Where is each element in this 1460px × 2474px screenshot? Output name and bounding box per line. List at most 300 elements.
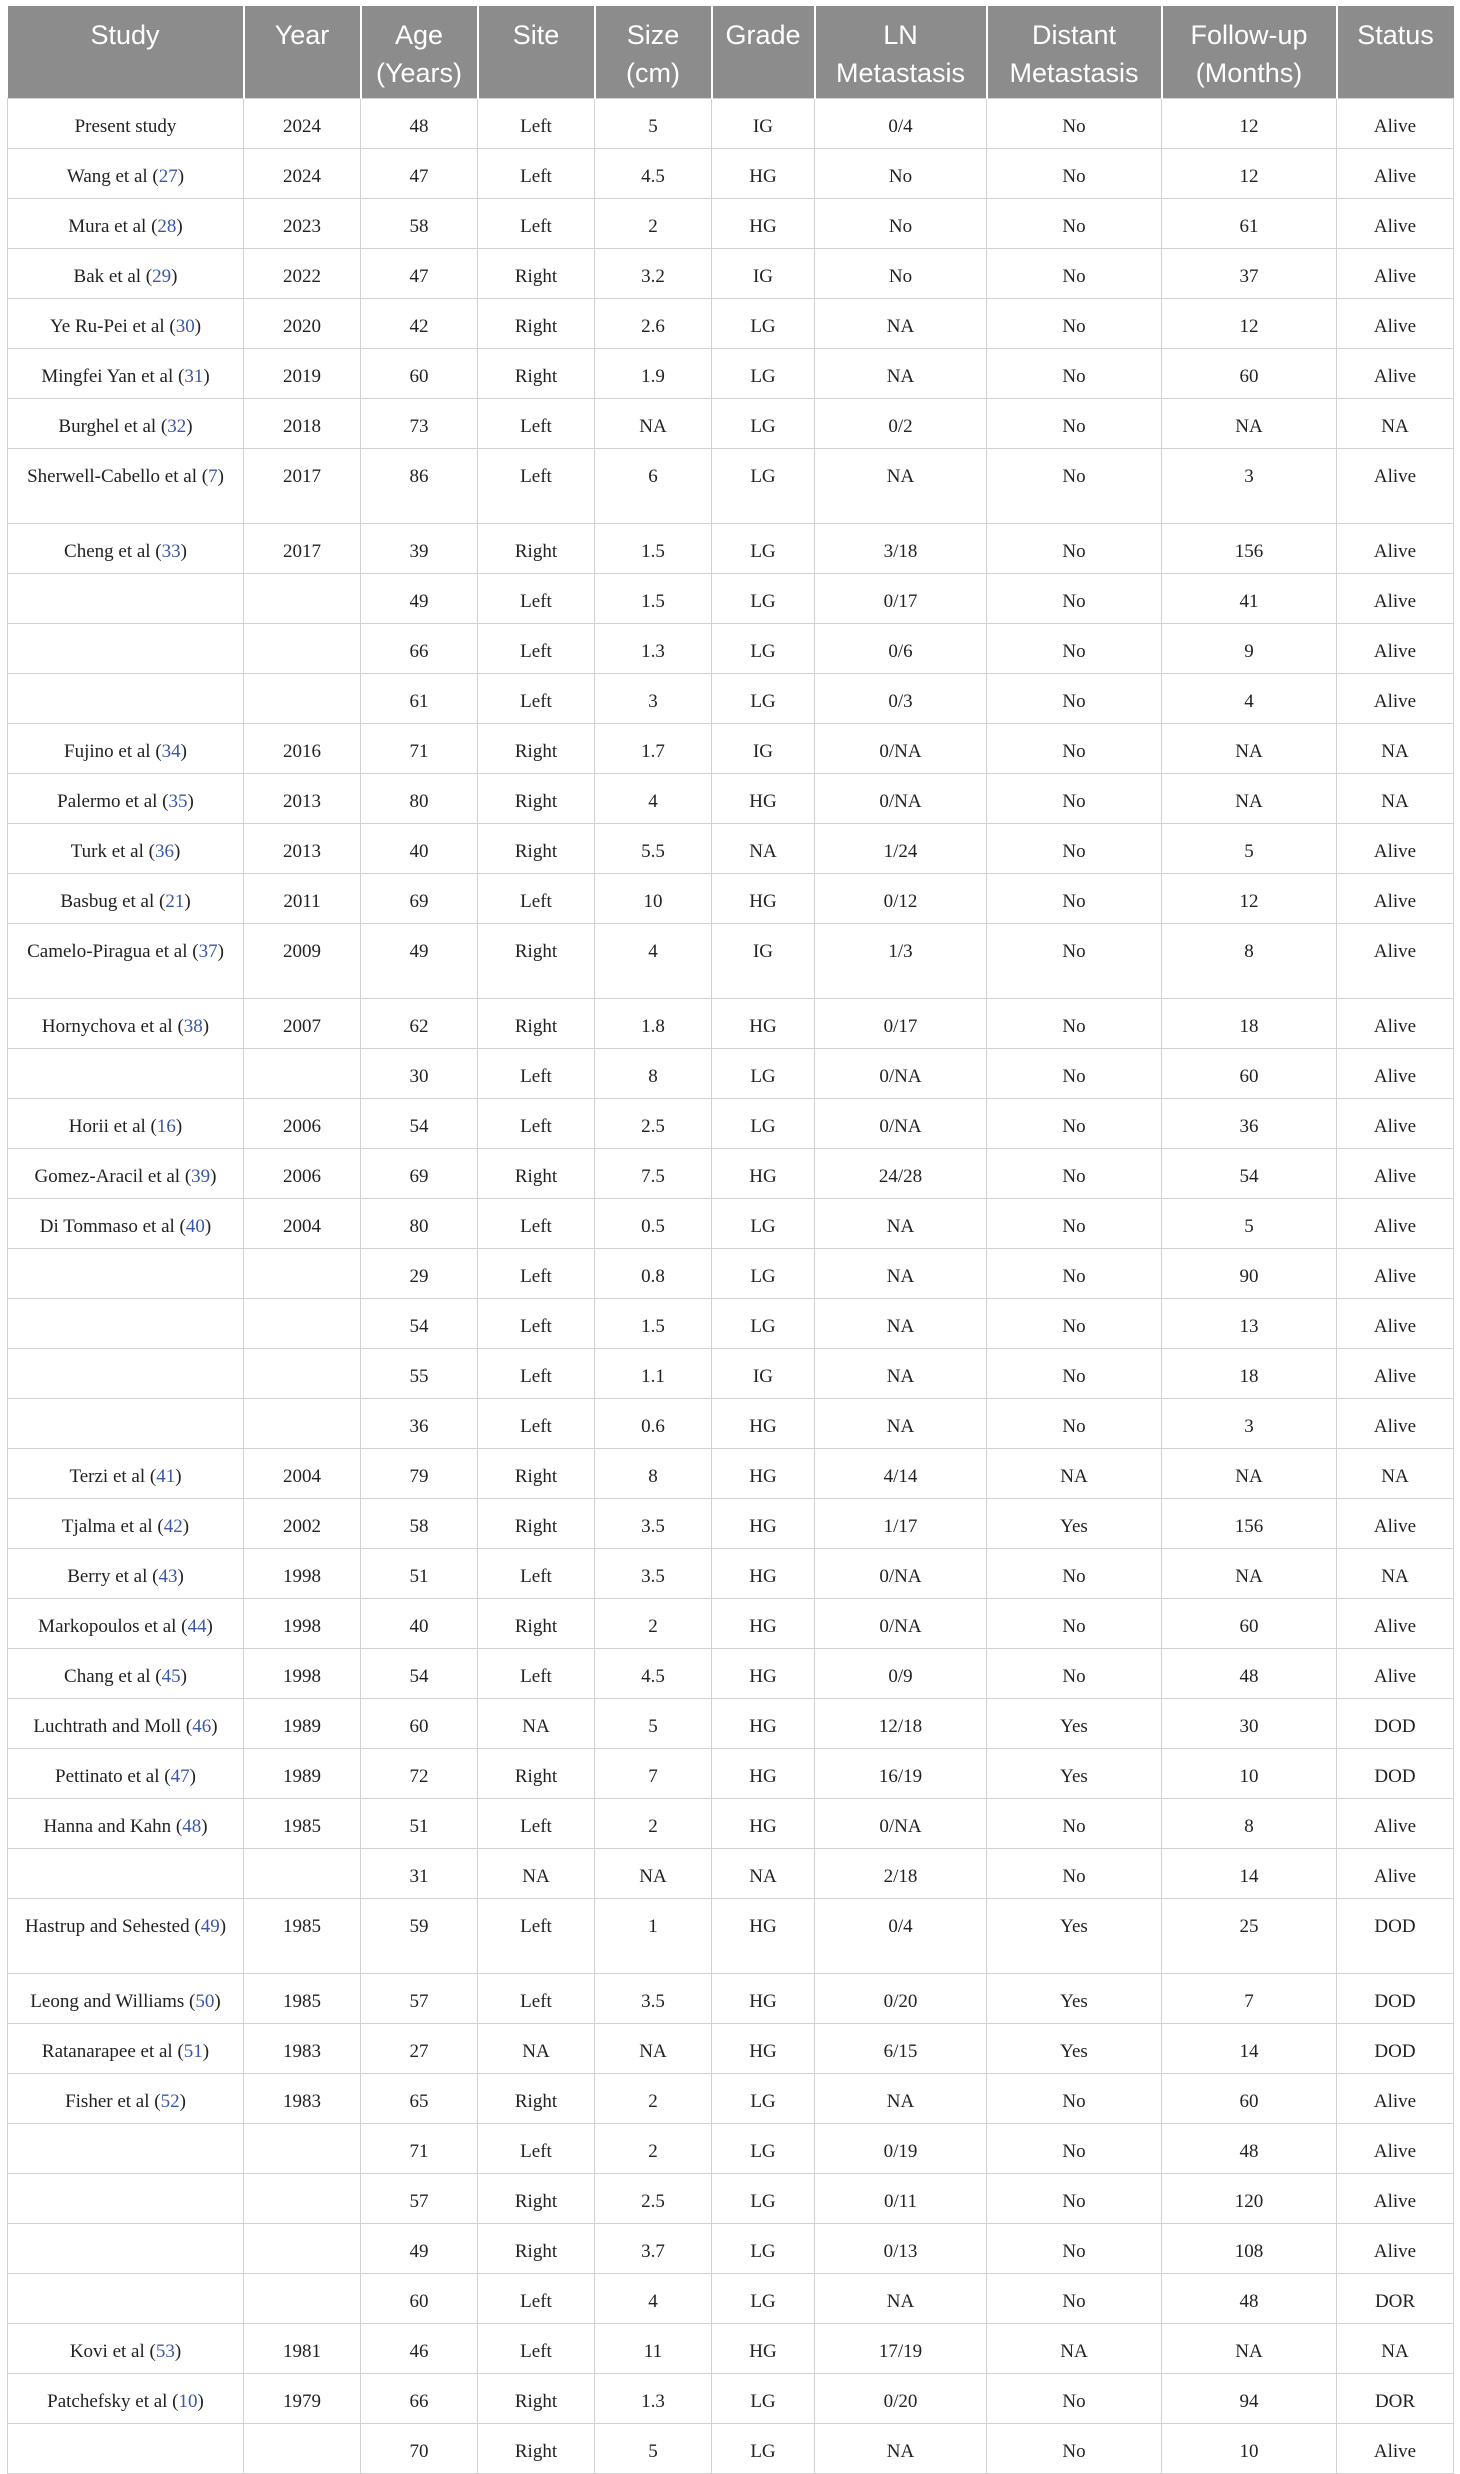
study-name: Horii et al (	[68, 1116, 157, 1137]
cell-distant: No	[987, 724, 1162, 774]
study-name: Hastrup and Sehested (	[24, 1916, 201, 1937]
cell-grade: LG	[712, 1099, 815, 1149]
cell-grade: HG	[712, 1749, 815, 1799]
cell-ln: No	[815, 199, 987, 249]
cell-study	[8, 1849, 244, 1899]
cell-ln: 0/13	[815, 2224, 987, 2274]
cell-grade: HG	[712, 149, 815, 199]
cell-distant: No	[987, 574, 1162, 624]
cell-size: 1.3	[595, 624, 712, 674]
column-header-sublabel: (Months)	[1195, 58, 1303, 88]
cell-ln: NA	[815, 299, 987, 349]
cell-status: Alive	[1337, 924, 1454, 999]
cell-year: 1979	[244, 2374, 361, 2424]
cell-age: 57	[361, 2174, 478, 2224]
cell-grade: LG	[712, 1249, 815, 1299]
cell-study	[8, 99, 244, 149]
cell-grade: LG	[712, 674, 815, 724]
cell-size: 8	[595, 1049, 712, 1099]
reference-link[interactable]: 53	[155, 2341, 175, 2362]
cell-site: Right	[478, 1449, 595, 1499]
reference-link[interactable]: 41	[156, 1466, 176, 1487]
table-row	[8, 1649, 1454, 1699]
reference-link[interactable]: 43	[158, 1566, 178, 1587]
table-row	[8, 2324, 1454, 2374]
cell-study	[8, 1399, 244, 1449]
cell-year: 1998	[244, 1549, 361, 1599]
cell-status: Alive	[1337, 2124, 1454, 2174]
cell-study: Fujino et al (34)	[8, 724, 244, 774]
cell-site: Left	[478, 1299, 595, 1349]
study-name: Pettinato et al (	[55, 1766, 171, 1787]
cell-grade: HG	[712, 1799, 815, 1849]
column-header-ln-metastasis	[815, 6, 987, 99]
table-row	[8, 874, 1454, 924]
reference-link[interactable]: 39	[191, 1166, 211, 1187]
cell-year: 2024	[244, 149, 361, 199]
cell-status: Alive	[1337, 1849, 1454, 1899]
reference-link[interactable]: 31	[184, 366, 204, 387]
cell-site: Right	[478, 924, 595, 999]
reference-link[interactable]: 48	[182, 1816, 202, 1837]
cell-year	[244, 2174, 361, 2224]
cell-status: Alive	[1337, 2224, 1454, 2274]
table-row	[8, 149, 1454, 199]
cell-size: 1.8	[595, 999, 712, 1049]
cell-site: Right	[478, 724, 595, 774]
cell-size: 2.6	[595, 299, 712, 349]
cell-site: Right	[478, 999, 595, 1049]
cell-status: NA	[1337, 2324, 1454, 2374]
reference-link[interactable]: 16	[156, 1116, 176, 1137]
reference-link[interactable]: 45	[161, 1666, 181, 1687]
cell-followup: 60	[1162, 2074, 1337, 2124]
cell-year: 2011	[244, 874, 361, 924]
cell-followup: 36	[1162, 1099, 1337, 1149]
cell-status: Alive	[1337, 349, 1454, 399]
cell-followup: 94	[1162, 2374, 1337, 2424]
cell-grade: HG	[712, 199, 815, 249]
cell-site: Right	[478, 524, 595, 574]
cell-ln: 6/15	[815, 2024, 987, 2074]
cell-distant: No	[987, 999, 1162, 1049]
cell-ln: NA	[815, 1399, 987, 1449]
reference-link[interactable]: 10	[178, 2391, 198, 2412]
table-row	[8, 1899, 1454, 1974]
reference-link[interactable]: 40	[185, 1216, 205, 1237]
cell-site: Right	[478, 349, 595, 399]
cell-grade: HG	[712, 1649, 815, 1699]
study-name: Terzi et al (	[69, 1466, 157, 1487]
cell-year	[244, 1049, 361, 1099]
table-row	[8, 1699, 1454, 1749]
table-row	[8, 99, 1454, 149]
cell-distant: No	[987, 2274, 1162, 2324]
cell-size: 11	[595, 2324, 712, 2374]
cell-grade: LG	[712, 449, 815, 524]
reference-link[interactable]: 29	[152, 266, 172, 287]
cell-ln: 17/19	[815, 2324, 987, 2374]
cell-status: Alive	[1337, 99, 1454, 149]
cell-followup: 10	[1162, 1749, 1337, 1799]
cell-year: 1985	[244, 1974, 361, 2024]
cell-status: Alive	[1337, 2424, 1454, 2474]
table-row	[8, 1849, 1454, 1899]
cell-grade: HG	[712, 2324, 815, 2374]
cell-size: 0.6	[595, 1399, 712, 1449]
study-name: Mura et al (	[68, 216, 158, 237]
cell-followup: 14	[1162, 1849, 1337, 1899]
cell-followup: 48	[1162, 1649, 1337, 1699]
cell-ln: NA	[815, 449, 987, 524]
table-row	[8, 1599, 1454, 1649]
cell-status: Alive	[1337, 824, 1454, 874]
cell-followup: 10	[1162, 2424, 1337, 2474]
cell-grade: LG	[712, 1199, 815, 1249]
cell-site: Right	[478, 2424, 595, 2474]
cell-study	[8, 674, 244, 724]
cell-year: 2009	[244, 924, 361, 999]
cell-followup: NA	[1162, 2324, 1337, 2374]
cell-age: 70	[361, 2424, 478, 2474]
cell-grade: LG	[712, 524, 815, 574]
column-header-age	[361, 6, 478, 99]
table-row	[8, 399, 1454, 449]
study-name: Fisher et al (	[65, 2091, 161, 2112]
cell-size: NA	[595, 2024, 712, 2074]
column-header-label: Size	[626, 20, 680, 50]
reference-link[interactable]: 50	[195, 1991, 215, 2012]
reference-link[interactable]: 35	[168, 791, 188, 812]
cell-age: 58	[361, 199, 478, 249]
cell-site: Left	[478, 99, 595, 149]
cell-distant: Yes	[987, 1699, 1162, 1749]
cell-age: 60	[361, 1699, 478, 1749]
reference-link[interactable]: 36	[154, 841, 174, 862]
cell-size: 4	[595, 774, 712, 824]
cell-size: 0.8	[595, 1249, 712, 1299]
study-name: Ratanarapee et al (	[41, 2041, 184, 2062]
cell-site: NA	[478, 1699, 595, 1749]
cell-status: Alive	[1337, 249, 1454, 299]
cell-status: NA	[1337, 774, 1454, 824]
cell-age: 80	[361, 1199, 478, 1249]
cell-grade: LG	[712, 2224, 815, 2274]
cell-size: 7	[595, 1749, 712, 1799]
column-header-grade	[712, 6, 815, 99]
cell-study	[8, 2224, 244, 2274]
cell-age: 27	[361, 2024, 478, 2074]
reference-link[interactable]: 32	[167, 416, 187, 437]
cell-ln: NA	[815, 349, 987, 399]
cell-study: Wang et al (27)	[8, 149, 244, 199]
column-header-label: Year	[274, 20, 330, 50]
column-header-sublabel: Metastasis	[835, 58, 966, 88]
cell-followup: 37	[1162, 249, 1337, 299]
column-header-year	[244, 6, 361, 99]
cell-site: Left	[478, 1549, 595, 1599]
cell-distant: Yes	[987, 1499, 1162, 1549]
column-header-sublabel: (cm)	[626, 58, 680, 88]
cell-year: 1983	[244, 2074, 361, 2124]
cell-study: Camelo-Piragua et al (37)	[8, 924, 244, 999]
cell-ln: 0/20	[815, 2374, 987, 2424]
cell-grade: IG	[712, 1349, 815, 1399]
table-row	[8, 999, 1454, 1049]
cell-distant: No	[987, 2424, 1162, 2474]
cell-site: Left	[478, 674, 595, 724]
cell-ln: NA	[815, 2074, 987, 2124]
cell-study: Berry et al (43)	[8, 1549, 244, 1599]
table-row	[8, 1549, 1454, 1599]
cell-ln: 0/NA	[815, 1599, 987, 1649]
cell-age: 46	[361, 2324, 478, 2374]
cell-year	[244, 1249, 361, 1299]
cell-site: Left	[478, 1349, 595, 1399]
study-name: Palermo et al (	[57, 791, 169, 812]
cell-year: 2016	[244, 724, 361, 774]
cell-size: 1	[595, 1899, 712, 1974]
cell-ln: 0/11	[815, 2174, 987, 2224]
cell-year	[244, 624, 361, 674]
cell-status: Alive	[1337, 199, 1454, 249]
cell-size: 3.5	[595, 1974, 712, 2024]
cell-year	[244, 2124, 361, 2174]
cell-followup: 13	[1162, 1299, 1337, 1349]
cell-age: 61	[361, 674, 478, 724]
cell-age: 31	[361, 1849, 478, 1899]
cell-ln: 2/18	[815, 1849, 987, 1899]
cell-year: 1983	[244, 2024, 361, 2074]
cell-grade: HG	[712, 1449, 815, 1499]
cell-study	[8, 2424, 244, 2474]
cell-age: 71	[361, 2124, 478, 2174]
column-header-label: Follow-up	[1190, 20, 1308, 50]
reference-link[interactable]: 30	[175, 316, 195, 337]
study-name: Chang et al (	[64, 1666, 162, 1687]
cell-ln: 0/19	[815, 2124, 987, 2174]
reference-link[interactable]: 34	[161, 741, 181, 762]
cell-grade: IG	[712, 249, 815, 299]
cell-distant: Yes	[987, 1749, 1162, 1799]
table-header	[8, 6, 1454, 99]
table-row	[8, 349, 1454, 399]
cell-grade: HG	[712, 1974, 815, 2024]
cell-distant: No	[987, 1249, 1162, 1299]
cell-status: Alive	[1337, 874, 1454, 924]
column-header-sublabel: Metastasis	[1009, 58, 1139, 88]
column-header-site	[478, 6, 595, 99]
study-name: Turk et al (	[70, 841, 155, 862]
cell-status: Alive	[1337, 1249, 1454, 1299]
cell-ln: NA	[815, 2274, 987, 2324]
reference-link[interactable]: 46	[192, 1716, 212, 1737]
cell-followup: 12	[1162, 874, 1337, 924]
cell-ln: 0/3	[815, 674, 987, 724]
cell-ln: 0/12	[815, 874, 987, 924]
cell-followup: 90	[1162, 1249, 1337, 1299]
study-name: Kovi et al (	[69, 2341, 156, 2362]
cell-age: 79	[361, 1449, 478, 1499]
cell-followup: NA	[1162, 1449, 1337, 1499]
cell-distant: Yes	[987, 1974, 1162, 2024]
cell-age: 66	[361, 624, 478, 674]
cell-site: Left	[478, 1649, 595, 1699]
cell-age: 66	[361, 2374, 478, 2424]
table-row	[8, 1749, 1454, 1799]
cell-year: 2004	[244, 1449, 361, 1499]
cell-distant: No	[987, 874, 1162, 924]
reference-link[interactable]: 37	[198, 941, 218, 962]
column-header-label: LN	[883, 20, 918, 50]
cell-status: DOD	[1337, 1749, 1454, 1799]
cell-followup: 60	[1162, 1049, 1337, 1099]
cell-study: Patchefsky et al (10)	[8, 2374, 244, 2424]
cell-ln: 0/NA	[815, 1799, 987, 1849]
cell-year	[244, 674, 361, 724]
cell-followup: 18	[1162, 999, 1337, 1049]
cell-grade: HG	[712, 1599, 815, 1649]
reference-link[interactable]: 51	[183, 2041, 203, 2062]
cell-grade: HG	[712, 1499, 815, 1549]
column-header-sublabel: (Years)	[375, 58, 463, 88]
reference-link[interactable]: 21	[165, 891, 185, 912]
cell-study: Hornychova et al (38)	[8, 999, 244, 1049]
cell-size: 4	[595, 2274, 712, 2324]
reference-link[interactable]: 33	[161, 541, 181, 562]
cell-year	[244, 1849, 361, 1899]
reference-link[interactable]: 49	[200, 1916, 220, 1937]
cell-study: Mura et al (28)	[8, 199, 244, 249]
cell-followup: 25	[1162, 1899, 1337, 1974]
cell-study: Bak et al (29)	[8, 249, 244, 299]
cell-followup: 41	[1162, 574, 1337, 624]
cell-year	[244, 1349, 361, 1399]
cell-status: Alive	[1337, 2174, 1454, 2224]
cell-ln: 1/17	[815, 1499, 987, 1549]
cell-size: 10	[595, 874, 712, 924]
cell-age: 69	[361, 874, 478, 924]
cell-study: Horii et al (16)	[8, 1099, 244, 1149]
reference-link[interactable]: 44	[187, 1616, 207, 1637]
cell-size: 4	[595, 924, 712, 999]
cell-study	[8, 2274, 244, 2324]
cell-size: 2	[595, 199, 712, 249]
study-name: Cheng et al (	[64, 541, 162, 562]
cell-ln: 0/NA	[815, 774, 987, 824]
cell-distant: No	[987, 2124, 1162, 2174]
cell-grade: LG	[712, 2424, 815, 2474]
reference-link[interactable]: 42	[163, 1516, 183, 1537]
reference-link[interactable]: 27	[158, 166, 178, 187]
table-row	[8, 1249, 1454, 1299]
cell-status: Alive	[1337, 1399, 1454, 1449]
cell-distant: NA	[987, 1449, 1162, 1499]
cell-year	[244, 2274, 361, 2324]
cell-site: Left	[478, 1899, 595, 1974]
cell-distant: No	[987, 1099, 1162, 1149]
cell-status: DOR	[1337, 2274, 1454, 2324]
cell-ln: 12/18	[815, 1699, 987, 1749]
reference-link[interactable]: 7	[208, 466, 218, 487]
cell-distant: No	[987, 399, 1162, 449]
cell-study	[8, 2174, 244, 2224]
cell-ln: 0/4	[815, 1899, 987, 1974]
cell-size: 2	[595, 1599, 712, 1649]
cell-followup: 12	[1162, 299, 1337, 349]
study-name: Burghel et al (	[58, 416, 168, 437]
cell-distant: No	[987, 249, 1162, 299]
cell-age: 47	[361, 149, 478, 199]
study-name: Basbug et al (	[60, 891, 166, 912]
cell-distant: No	[987, 1549, 1162, 1599]
cell-year: 1985	[244, 1799, 361, 1849]
reference-link[interactable]: 28	[157, 216, 177, 237]
cell-grade: HG	[712, 774, 815, 824]
cell-distant: No	[987, 1799, 1162, 1849]
cell-ln: 0/2	[815, 399, 987, 449]
cell-ln: NA	[815, 1349, 987, 1399]
cell-followup: 156	[1162, 524, 1337, 574]
cell-ln: No	[815, 149, 987, 199]
cell-year: 2004	[244, 1199, 361, 1249]
cell-distant: NA	[987, 2324, 1162, 2374]
cell-year: 2006	[244, 1099, 361, 1149]
cell-followup: 18	[1162, 1349, 1337, 1399]
cell-year: 2013	[244, 774, 361, 824]
cell-study: Palermo et al (35)	[8, 774, 244, 824]
cell-age: 51	[361, 1549, 478, 1599]
cell-ln: NA	[815, 2424, 987, 2474]
cell-size: 1.5	[595, 574, 712, 624]
table-row	[8, 524, 1454, 574]
table-row	[8, 1099, 1454, 1149]
study-name: Sherwell-Cabello et al (	[27, 466, 209, 487]
cell-ln: 0/6	[815, 624, 987, 674]
reference-link[interactable]: 38	[183, 1016, 203, 1037]
table-row	[8, 2374, 1454, 2424]
cell-followup: 108	[1162, 2224, 1337, 2274]
cell-age: 72	[361, 1749, 478, 1799]
cell-grade: LG	[712, 2174, 815, 2224]
cell-followup: 5	[1162, 1199, 1337, 1249]
cell-year: 2018	[244, 399, 361, 449]
cell-age: 59	[361, 1899, 478, 1974]
cell-status: Alive	[1337, 1499, 1454, 1549]
cell-study: Ye Ru-Pei et al (30)	[8, 299, 244, 349]
cell-study: Chang et al (45)	[8, 1649, 244, 1699]
cell-site: Left	[478, 624, 595, 674]
cell-study: Cheng et al (33)	[8, 524, 244, 574]
cell-status: Alive	[1337, 299, 1454, 349]
cell-year: 2007	[244, 999, 361, 1049]
table-row	[8, 2174, 1454, 2224]
cell-distant: No	[987, 624, 1162, 674]
cell-distant: No	[987, 149, 1162, 199]
study-name: Berry et al (	[67, 1566, 159, 1587]
study-name: Di Tommaso et al (	[39, 1216, 186, 1237]
cell-study: Basbug et al (21)	[8, 874, 244, 924]
study-name: Leong and Williams (	[30, 1991, 196, 2012]
cell-age: 55	[361, 1349, 478, 1399]
reference-link[interactable]: 47	[170, 1766, 190, 1787]
cell-status: Alive	[1337, 1099, 1454, 1149]
reference-link[interactable]: 52	[160, 2091, 180, 2112]
study-name: Wang et al (	[66, 166, 159, 187]
cell-grade: NA	[712, 824, 815, 874]
cell-age: 49	[361, 2224, 478, 2274]
cell-site: Left	[478, 1974, 595, 2024]
